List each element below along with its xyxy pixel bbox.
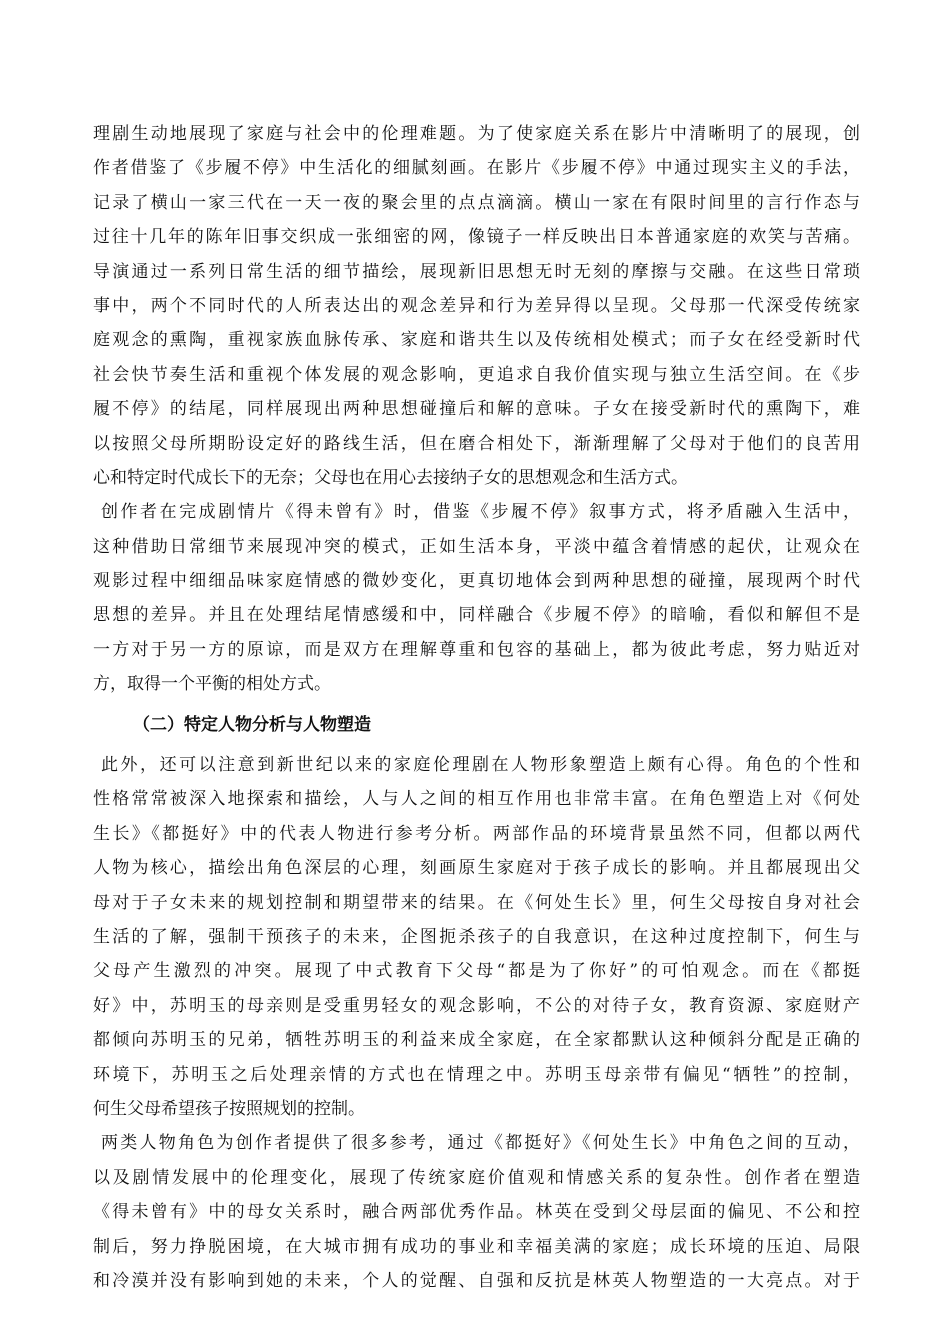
text-line: 生长》《都挺好》中的代表人物进行参考分析。两部作品的环境背景虽然不同，但都以两代 [93, 823, 860, 844]
text-line: 思想的差异。并且在处理结尾情感缓和中，同样融合《步履不停》的暗喻，看似和解但不是 [93, 605, 860, 626]
text-line: 母对于子女未来的规划控制和期望带来的结果。在《何处生长》里，何生父母按自身对社会 [93, 892, 860, 913]
document-body [93, 117, 860, 1298]
text-line: 父母产生激烈的冲突。展现了中式教育下父母“都是为了你好”的可怕观念。而在《都挺 [93, 961, 860, 982]
text-line: 人物为核心，描绘出角色深层的心理，刻画原生家庭对于孩子成长的影响。并且都展现出父 [93, 858, 860, 879]
text-line: 事中，两个不同时代的人所表达出的观念差异和行为差异得以呈现。父母那一代深受传统家 [93, 295, 860, 316]
text-line: 性格常常被深入地探索和描绘，人与人之间的相互作用也非常丰富。在角色塑造上对《何处 [93, 789, 860, 810]
text-line: 制后，努力挣脱困境，在大城市拥有成功的事业和幸福美满的家庭；成长环境的压迫、局限 [93, 1236, 860, 1257]
text-line: 以按照父母所期盼设定好的路线生活，但在磨合相处下，渐渐理解了父母对于他们的良苦用 [93, 433, 860, 454]
text-line: 庭观念的熏陶，重视家族血脉传承、家庭和谐共生以及传统相处模式；而子女在经受新时代 [93, 330, 860, 351]
text-line: 创作者在完成剧情片《得未曾有》时，借鉴《步履不停》叙事方式，将矛盾融入生活中， [101, 502, 860, 523]
text-line: 环境下，苏明玉之后处理亲情的方式也在情理之中。苏明玉母亲带有偏见“牺牲”的控制， [93, 1064, 860, 1085]
paragraph-3 [93, 748, 860, 1126]
text-line: 心和特定时代成长下的无奈；父母也在用心去接纳子女的思想观念和生活方式。 [93, 467, 688, 488]
text-line: 《得未曾有》中的母女关系时，融合两部优秀作品。林英在受到父母层面的偏见、不公和控 [93, 1202, 860, 1223]
text-line: 这种借助日常细节来展现冲突的模式，正如生活本身，平淡中蕴含着情感的起伏，让观众在 [93, 536, 860, 557]
text-line: 两类人物角色为创作者提供了很多参考，通过《都挺好》《何处生长》中角色之间的互动， [101, 1133, 860, 1154]
text-line: 过往十几年的陈年旧事交织成一张细密的网，像镜子一样反映出日本普通家庭的欢笑与苦痛。 [93, 227, 860, 248]
paragraph-2 [93, 495, 860, 701]
paragraph-4 [93, 1126, 860, 1298]
text-line: 记录了横山一家三代在一天一夜的聚会里的点点滴滴。横山一家在有限时间里的言行作态与 [93, 192, 860, 213]
text-line: 以及剧情发展中的伦理变化，展现了传统家庭价值观和情感关系的复杂性。创作者在塑造 [93, 1167, 860, 1188]
text-line: 导演通过一系列日常生活的细节描绘，展现新旧思想无时无刻的摩擦与交融。在这些日常琐 [93, 261, 860, 282]
text-line: 好》中，苏明玉的母亲则是受重男轻女的观念影响，不公的对待子女，教育资源、家庭财产 [93, 995, 860, 1016]
text-line: 社会快节奏生活和重视个体发展的观念影响，更追求自我价值实现与独立生活空间。在《步 [93, 364, 860, 385]
text-line: 一方对于另一方的原谅，而是双方在理解尊重和包容的基础上，都为彼此考虑，努力贴近对 [93, 639, 860, 660]
text-line: 作者借鉴了《步履不停》中生活化的细腻刻画。在影片《步履不停》中通过现实主义的手法， [93, 158, 860, 179]
text-line: 生活的了解，强制干预孩子的未来，企图扼杀孩子的自我意识，在这种过度控制下，何生与 [93, 926, 860, 947]
text-line: 观影过程中细细品味家庭情感的微妙变化，更真切地体会到两种思想的碰撞，展现两个时代 [93, 571, 860, 592]
text-line: 理剧生动地展现了家庭与社会中的伦理难题。为了使家庭关系在影片中清晰明了的展现，创 [93, 124, 860, 144]
section-heading: （二）特定人物分析与人物塑造 [133, 714, 371, 735]
paragraph-1 [93, 117, 860, 495]
text-line: 和冷漠并没有影响到她的未来，个人的觉醒、自强和反抗是林英人物塑造的一大亮点。对于 [93, 1270, 860, 1291]
text-line: 此外，还可以注意到新世纪以来的家庭伦理剧在人物形象塑造上颇有心得。角色的个性和 [101, 755, 860, 776]
text-line: 方，取得一个平衡的相处方式。 [93, 674, 331, 695]
text-line: 何生父母希望孩子按照规划的控制。 [93, 1098, 365, 1119]
text-line: 履不停》的结尾，同样展现出两种思想碰撞后和解的意味。子女在接受新时代的熏陶下，难 [93, 399, 860, 420]
text-line: 都倾向苏明玉的兄弟，牺牲苏明玉的利益来成全家庭，在全家都默认这种倾斜分配是正确的 [93, 1030, 860, 1051]
